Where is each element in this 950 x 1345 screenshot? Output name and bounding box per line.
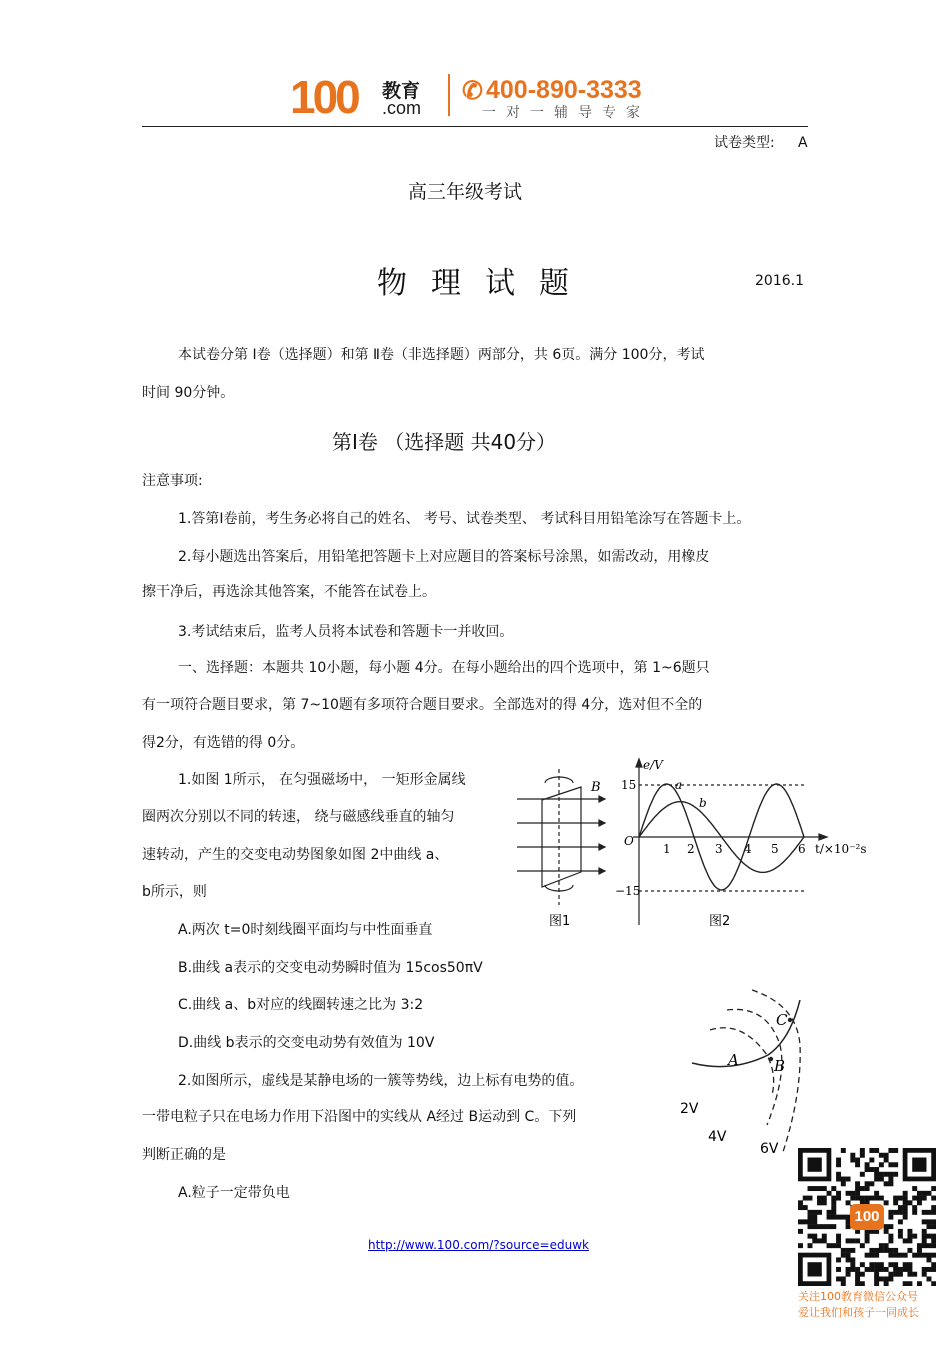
logo-com: .com	[382, 98, 422, 118]
note-item-2a: 2.每小题选出答案后，用铅笔把答题卡上对应题目的答案标号涂黑，如需改动，用橡皮	[178, 549, 710, 565]
x-tick-1: 1	[663, 842, 671, 856]
section-title: 第Ⅰ卷 （选择题 共40分）	[332, 430, 557, 454]
potential-4v: 4V	[708, 1129, 727, 1145]
intro-line-1: 本试卷分第 Ⅰ卷（选择题）和第 Ⅱ卷（非选择题）两部分，共 6页。满分 100分，考试	[178, 347, 705, 363]
intro-line-2: 时间 90分钟。	[142, 385, 235, 401]
logo-slogan: 一对一辅导专家	[482, 105, 650, 121]
exam-type-label: 试卷类型:	[714, 135, 775, 151]
figure-1-coil	[515, 765, 615, 930]
logo-phone: 400-890-3333	[486, 76, 642, 104]
note-item-1: 1.答第Ⅰ卷前，考生务必将自己的姓名、 考号、试卷类型、 考试科目用铅笔涂写在答题卡上。	[178, 511, 751, 527]
equipotential-2v	[710, 1028, 774, 1095]
y-tick-15: 15	[621, 778, 637, 792]
y-tick-minus-15: −15	[615, 884, 641, 898]
q1-option-c: C.曲线 a、b对应的线圈转速之比为 3:2	[178, 997, 424, 1013]
figure-2-label: 图2	[709, 914, 731, 929]
point-c-label: C	[776, 1011, 788, 1029]
q1-option-d: D.曲线 b表示的交变电动势有效值为 10V	[178, 1035, 435, 1051]
x-tick-2: 2	[687, 842, 695, 856]
part1-line-3: 得2分，有选错的得 0分。	[142, 735, 305, 751]
q1-option-b: B.曲线 a表示的交变电动势瞬时值为 15cos50πV	[178, 960, 483, 976]
qr-logo: 100	[850, 1204, 884, 1230]
point-b-dot	[769, 1057, 773, 1061]
logo-100: 100	[290, 71, 358, 123]
logo-divider	[448, 74, 450, 116]
logo-jiaoyu: 教育	[382, 80, 421, 102]
part1-line-1: 一、选择题：本题共 10小题，每小题 4分。在每小题给出的四个选项中，第 1~6题只	[178, 660, 710, 676]
q1-stem-2: 圈两次分别以不同的转速， 绕与磁感线垂直的轴匀	[142, 809, 455, 825]
y-axis-label: e/V	[643, 758, 663, 772]
figure-equipotential	[672, 985, 812, 1170]
q2-stem-2: 一带电粒子只在电场力作用下沿图中的实线从 A经过 B运动到 C。下列	[142, 1109, 577, 1125]
note-item-2b: 擦干净后，再选涂其他答案，不能答在试卷上。	[142, 584, 436, 600]
note-item-3: 3.考试结束后，监考人员将本试卷和答题卡一并收回。	[178, 624, 514, 640]
qr-code-block	[798, 1148, 936, 1320]
curve-b-label: b	[699, 796, 707, 810]
point-c-dot	[788, 1018, 792, 1022]
footer-link[interactable]: http://www.100.com/?source=eduwk	[368, 1238, 589, 1252]
q2-option-a: A.粒子一定带负电	[178, 1185, 290, 1201]
field-label-b: B	[591, 780, 601, 795]
x-tick-4: 4	[744, 842, 752, 856]
phone-icon: ✆	[462, 77, 483, 105]
q1-stem-4: b所示，则	[142, 884, 207, 900]
qr-caption-1: 关注100教育微信公众号	[798, 1290, 918, 1303]
point-b-label: B	[774, 1057, 786, 1075]
q1-stem-3: 速转动，产生的交变电动势图象如图 2中曲线 a、	[142, 847, 449, 863]
figure-1-label: 图1	[549, 914, 571, 929]
x-tick-3: 3	[715, 842, 723, 856]
potential-2v: 2V	[680, 1101, 699, 1117]
q1-option-a: A.两次 t=0时刻线圈平面均与中性面垂直	[178, 922, 433, 938]
q1-stem-1: 1.如图 1所示， 在匀强磁场中， 一矩形金属线	[178, 772, 466, 788]
x-tick-6: 6	[798, 842, 806, 856]
notes-heading: 注意事项:	[142, 473, 203, 489]
exam-type-value: A	[798, 135, 808, 151]
coil-rectangle	[542, 787, 581, 887]
origin-label: O	[624, 834, 634, 848]
exam-date: 2016.1	[755, 273, 804, 289]
header-logo	[290, 68, 670, 124]
point-a-label: A	[728, 1051, 739, 1069]
q2-stem-1: 2.如图所示，虚线是某静电场的一簇等势线，边上标有电势的值。	[178, 1073, 584, 1089]
qr-caption-2: 爱让我们和孩子一同成长	[798, 1306, 919, 1319]
header-rule	[142, 126, 808, 127]
x-tick-5: 5	[771, 842, 779, 856]
part1-line-2: 有一项符合题目要求，第 7~10题有多项符合题目要求。全部选对的得 4分，选对但不全的	[142, 697, 703, 713]
curve-a-label: a	[675, 778, 683, 792]
potential-6v: 6V	[760, 1141, 779, 1157]
figure-2-graph	[615, 755, 870, 935]
x-axis-label: t/×10⁻²s	[815, 842, 867, 856]
main-title: 物理试题	[377, 266, 593, 301]
q2-stem-3: 判断正确的是	[142, 1147, 226, 1163]
grade-title: 高三年级考试	[408, 181, 523, 203]
